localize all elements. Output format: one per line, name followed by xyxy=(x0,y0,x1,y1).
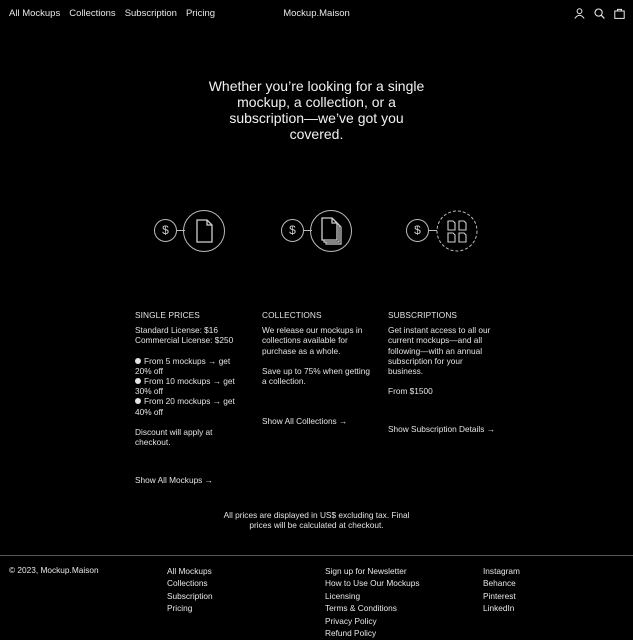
header-actions xyxy=(574,8,625,19)
subscriptions-description: Get instant access to all our current mockups—and all following—with an annual subscription for your business. xyxy=(388,325,491,377)
bullet-icon xyxy=(135,398,141,404)
footer-info-links xyxy=(325,565,420,639)
footer-link-terms[interactable]: Terms & Conditions xyxy=(325,603,397,614)
footer-link-collections[interactable]: Collections xyxy=(167,578,208,589)
footer-shop-links xyxy=(167,565,213,615)
footer-link-newsletter[interactable]: Sign up for Newsletter xyxy=(325,566,407,576)
footer-divider xyxy=(0,555,633,556)
subscriptions-column xyxy=(388,310,500,440)
subscriptions-heading: SUBSCRIPTIONS xyxy=(388,310,458,320)
brand-logo[interactable]: Mockup.Maison xyxy=(283,8,350,19)
subscription-illustration xyxy=(406,205,482,257)
subscription-documents-icon xyxy=(436,210,478,252)
footer-link-subscription[interactable]: Subscription xyxy=(167,590,213,601)
footer-link-pricing[interactable]: Pricing xyxy=(167,603,193,614)
dollar-coin-icon: $ xyxy=(281,219,304,242)
nav-subscription[interactable]: Subscription xyxy=(124,8,177,19)
footer-link-behance[interactable]: Behance xyxy=(483,578,516,589)
show-subscription-details-link[interactable]: Show Subscription Details → xyxy=(388,424,495,434)
footer-link-linkedin[interactable]: LinkedIn xyxy=(483,603,515,614)
hero-headline: Whether you’re looking for a single mockup, a collection, or a subscription—we’ve got you covered. xyxy=(208,78,425,142)
discount-item: From 5 mockups → get 20% off xyxy=(135,355,231,376)
collections-heading: COLLECTIONS xyxy=(262,310,322,320)
discount-item: From 10 mockups → get 30% off xyxy=(135,376,235,397)
footer-link-licensing[interactable]: Licensing xyxy=(325,590,361,601)
footer-link-instagram[interactable]: Instagram xyxy=(483,566,520,576)
footer-social-links xyxy=(483,565,520,615)
nav-all-mockups[interactable]: All Mockups xyxy=(9,8,61,19)
show-all-collections-link[interactable]: Show All Collections → xyxy=(262,416,348,426)
dollar-coin-icon: $ xyxy=(154,219,177,242)
footer-link-pinterest[interactable]: Pinterest xyxy=(483,590,516,601)
single-prices-column xyxy=(135,310,245,490)
discount-note: Discount will apply at checkout. xyxy=(135,426,213,448)
nav-pricing[interactable]: Pricing xyxy=(185,8,216,19)
single-prices-heading: SINGLE PRICES xyxy=(135,310,200,320)
search-icon[interactable] xyxy=(594,8,605,19)
nav-collections[interactable]: Collections xyxy=(69,8,116,19)
footer-link-all-mockups[interactable]: All Mockups xyxy=(167,566,212,576)
copyright: © 2023, Mockup.Maison xyxy=(9,565,99,575)
discount-list xyxy=(135,356,245,417)
footer-link-refund[interactable]: Refund Policy xyxy=(325,628,377,639)
main-nav xyxy=(9,8,215,19)
account-icon[interactable] xyxy=(574,8,585,19)
show-all-mockups-link[interactable]: Show All Mockups → xyxy=(135,475,213,485)
subscription-price: From $1500 xyxy=(388,386,433,397)
bullet-icon xyxy=(135,358,141,364)
site-header xyxy=(0,0,633,28)
single-document-icon xyxy=(183,210,225,252)
dollar-coin-icon: $ xyxy=(406,219,429,242)
collection-illustration xyxy=(281,205,355,257)
collections-column xyxy=(262,310,374,430)
stacked-documents-icon xyxy=(310,210,352,252)
commercial-license-price: Commercial License: $250 xyxy=(135,335,234,346)
price-note: All prices are displayed in US$ excluding tax. Final prices will be calculated at checkout. xyxy=(223,510,410,531)
bullet-icon xyxy=(135,378,141,384)
cart-icon[interactable] xyxy=(614,8,625,19)
standard-license-price: Standard License: $16 xyxy=(135,325,219,336)
footer-link-how-to-use[interactable]: How to Use Our Mockups xyxy=(325,578,420,589)
collections-savings: Save up to 75% when getting a collection. xyxy=(262,365,370,387)
single-price-illustration xyxy=(154,205,228,257)
collections-description: We release our mockups in collections available for purchase as a whole. xyxy=(262,325,363,356)
discount-item: From 20 mockups → get 40% off xyxy=(135,396,235,417)
footer-link-privacy[interactable]: Privacy Policy xyxy=(325,615,377,626)
